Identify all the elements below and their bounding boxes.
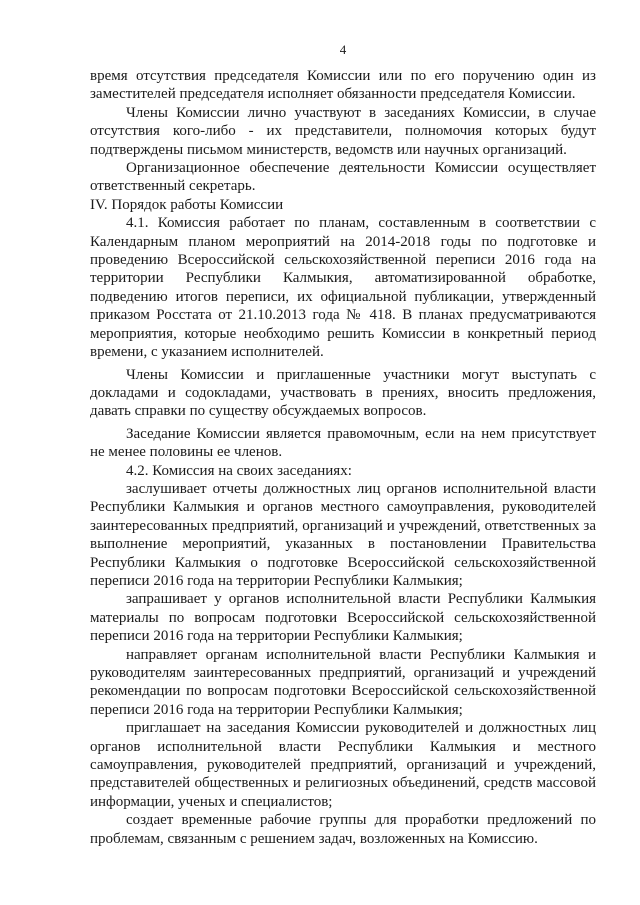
paragraph-4-2: 4.2. Комиссия на своих заседаниях: xyxy=(126,462,352,479)
paragraph-organizational-support: Организационное обеспечение деятельности Комиссии осуществляет ответственный секретарь. xyxy=(90,160,596,195)
list-item-hears-reports: заслушивает отчеты должностных лиц органов исполнительной власти Республики Калмыкия и органов местного самоуправления, руководителей заинтересованных предприятий, организаций и учреждений, ответственных за выполнение мероприятий, указанных в постановлении Правительства Республики Калмыкия о подготовке Всероссийской сельскохозяйственной переписи 2016 года на территории Республики Калмыкия; xyxy=(90,480,596,589)
document-body xyxy=(90,67,596,848)
paragraph-quorum: Заседание Комиссии является правомочным, если на нем присутствует не менее половины ее членов. xyxy=(90,425,596,461)
paragraph-4-1: 4.1. Комиссия работает по планам, составленным в соответствии с Календарным планом мероприятий на 2014-2018 годы по подготовке и проведению Всероссийской сельскохозяйственной переписи 2016 года на территории Республики Калмыкия, автоматизированной обработке, подведению итогов переписи, их официальной публикации, утвержденный приказом Росстата от 21.10.2013 года № 418. В планах предусматриваются мероприятия, которые необходимо решить Комиссии в конкретный период времени, с указанием исполнителей. xyxy=(90,215,596,361)
list-item-creates-working-groups: создает временные рабочие группы для проработки предложений по проблемам, связанным с решением задач, возложенных на Комиссию. xyxy=(90,812,596,847)
section-heading: IV. Порядок работы Комиссии xyxy=(90,196,284,213)
paragraph-members-participation: Члены Комиссии лично участвуют в заседаниях Комиссии, в случае отсутствия кого-либо - их представители, полномочия которых будут подтверждены письмом министерств, ведомств или научных организаций. xyxy=(90,104,596,158)
page-number: 4 xyxy=(339,42,347,57)
paragraph-speakers: Члены Комиссии и приглашенные участники могут выступать с докладами и содокладами, участвовать в прениях, вносить предложения, давать справки по существу обсуждаемых вопросов. xyxy=(90,366,596,420)
list-item-sends-recommendations: направляет органам исполнительной власти Республики Калмыкия и руководителям заинтересованных предприятий, организаций и учреждений рекомендации по вопросам подготовки Всероссийской сельскохозяйственной переписи 2016 года на территории Республики Калмыкия; xyxy=(90,646,596,718)
paragraph-continuation: время отсутствия председателя Комиссии или по его поручению один из заместителей председателя исполняет обязанности председателя Комиссии. xyxy=(90,68,596,103)
list-item-requests-materials: запрашивает у органов исполнительной власти Республики Калмыкия материалы по вопросам подготовки Всероссийской сельскохозяйственной переписи 2016 года на территории Республики Калмыкия; xyxy=(90,591,596,645)
list-item-invites-participants: приглашает на заседания Комиссии руководителей и должностных лиц органов исполнительной власти Республики Калмыкия и местного самоуправления, руководителей предприятий, организаций и учреждений, представителей общественных и религиозных объединений, средств массовой информации, ученых и специалистов; xyxy=(90,720,596,810)
